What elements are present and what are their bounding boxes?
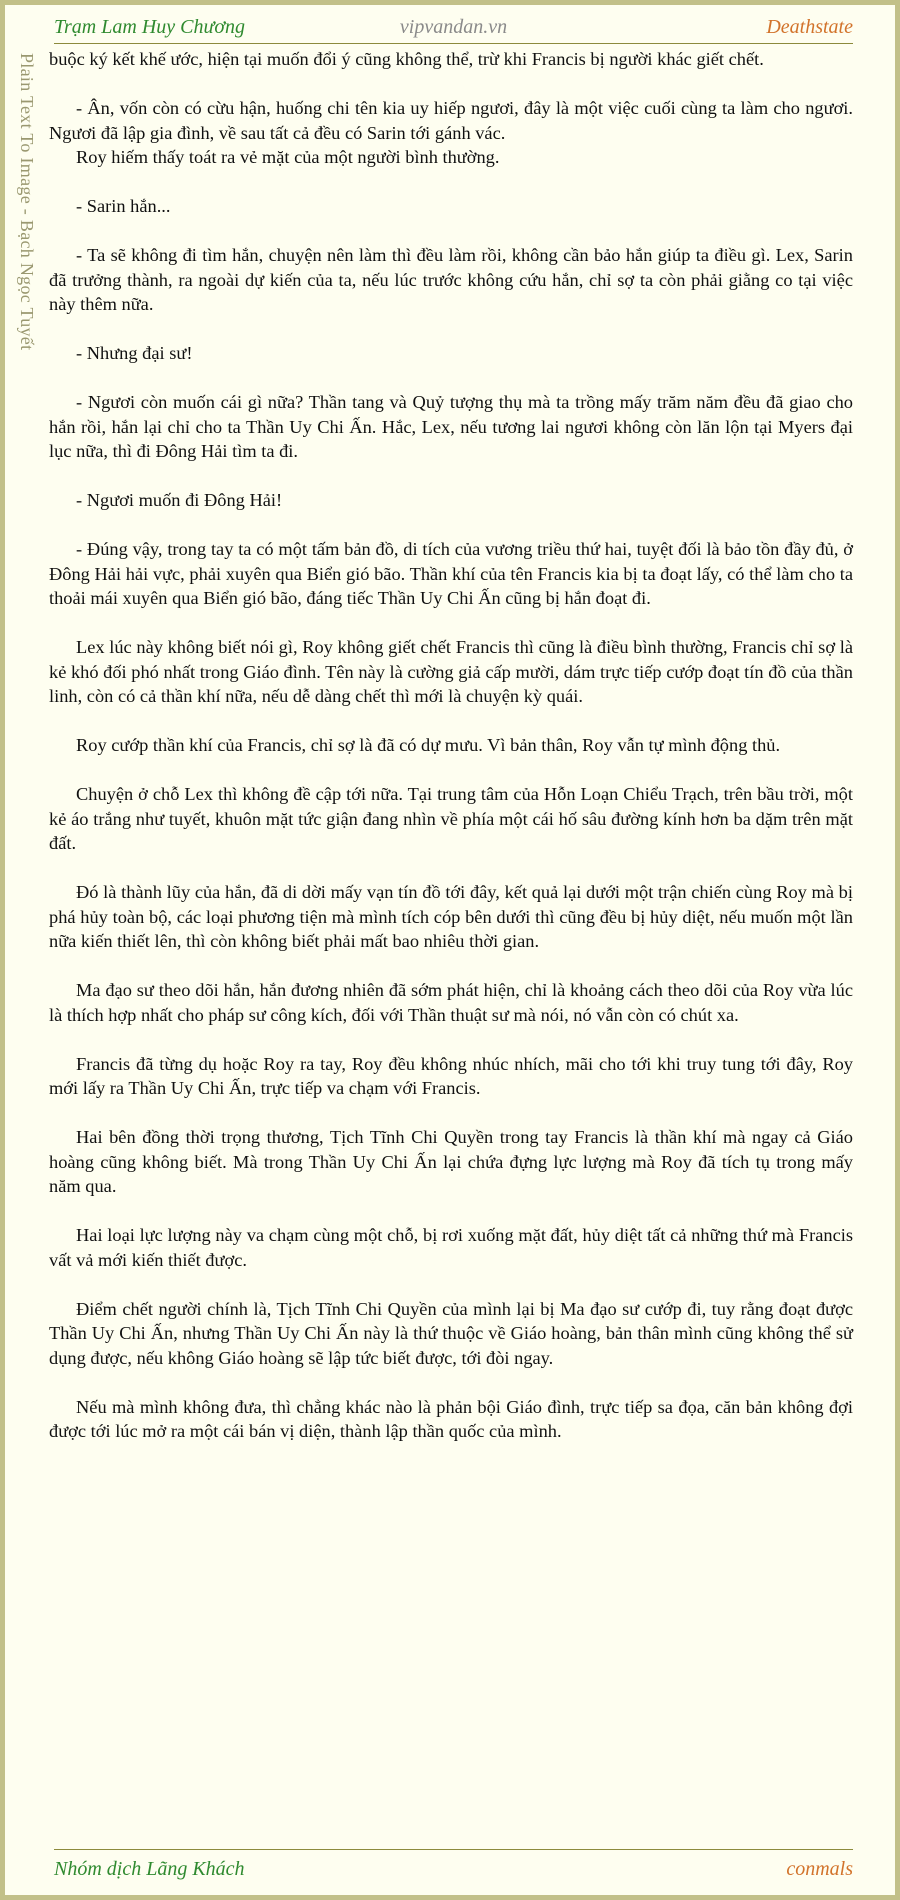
paragraph: Francis đã từng dụ hoặc Roy ra tay, Roy đều không nhúc nhích, mãi cho tới khi truy tung tới đây, Roy mới lấy ra Thần Uy Chi Ấn, trực tiếp va chạm với Francis.: [49, 1053, 853, 1098]
paragraph: Đó là thành lũy của hắn, đã di dời mấy vạn tín đồ tới đây, kết quả lại dưới một trận chiến cùng Roy mà bị phá hủy toàn bộ, các loại phương tiện mà mình tích cóp bên dưới thì cũng đều bị hủy diệt, nếu muốn một lần nữa kiến thiết lên, thì còn không biết phải mất bao nhiêu thời gian.: [49, 882, 853, 951]
page-header: [54, 11, 853, 44]
footer-translation-group: Nhóm dịch Lãng Khách: [54, 1858, 245, 1880]
side-watermark-text: Plain Text To Image - Bạch Ngọc Tuyết: [17, 53, 37, 351]
paragraph: - Đúng vậy, trong tay ta có một tấm bản đồ, di tích của vương triều thứ hai, tuyệt đối là bảo tồn đầy đủ, ở Đông Hải hải vực, phải xuyên qua Biển gió bão. Thần khí của tên Francis kia bị ta đoạt lấy, có thể làm cho ta thoải mái xuyên qua Biển gió bão, đáng tiếc Thần Uy Chi Ấn cũng bị hắn đoạt đi.: [49, 539, 853, 608]
paragraph: - Ta sẽ không đi tìm hắn, chuyện nên làm thì đều làm rồi, không cần bảo hắn giúp ta điều gì. Lex, Sarin đã trưởng thành, ra ngoài dự kiến của ta, nếu lúc trước không cứu hắn, chỉ sợ ta còn phải giằng co tại việc này thêm nữa.: [49, 245, 853, 314]
paragraph: buộc ký kết khế ước, hiện tại muốn đổi ý cũng không thể, trừ khi Francis bị người khác giết chết.: [49, 49, 764, 69]
paragraph: - Nhưng đại sư!: [76, 343, 193, 363]
paragraph: Hai bên đồng thời trọng thương, Tịch Tĩnh Chi Quyền trong tay Francis là thần khí mà ngay cả Giáo hoàng cũng không biết. Mà trong Thần Uy Chi Ấn lại chứa đựng lực lượng mà Roy đã tích tụ trong mấy năm qua.: [49, 1127, 853, 1196]
paragraph: Roy hiếm thấy toát ra vẻ mặt của một người bình thường.: [76, 147, 500, 167]
header-author: Deathstate: [766, 16, 853, 38]
paragraph: Chuyện ở chỗ Lex thì không đề cập tới nữa. Tại trung tâm của Hỗn Loạn Chiểu Trạch, trên bầu trời, một kẻ áo trắng như tuyết, khuôn mặt tức giận đang nhìn về phía một cái hố sâu đường kính hơn ba dặm trên mặt đất.: [49, 784, 853, 853]
paragraph: Lex lúc này không biết nói gì, Roy không giết chết Francis thì cũng là điều bình thường, Francis chỉ sợ là kẻ khó đối phó nhất trong Giáo đình. Tên này là cường giả cấp mười, dám trực tiếp cướp đoạt tín đồ của thần linh, còn có cả thần khí nữa, nếu dễ dàng chết thì mới là chuyện kỳ quái.: [49, 637, 853, 706]
paragraph: - Ân, vốn còn có cừu hận, huống chi tên kia uy hiếp ngươi, đây là một việc cuối cùng ta làm cho ngươi. Ngươi đã lập gia đình, về sau tất cả đều có Sarin tới gánh vác.: [49, 98, 853, 143]
paragraph: - Ngươi còn muốn cái gì nữa? Thần tang và Quỷ tượng thụ mà ta trồng mấy trăm năm đều đã giao cho hắn rồi, hắn lại chỉ cho ta Thần Uy Chi Ấn. Hắc, Lex, nếu tương lai ngươi không còn lăn lộn tại Myers đại lục nữa, thì đi Đông Hải tìm ta đi.: [49, 392, 853, 461]
paragraph: - Sarin hắn...: [76, 196, 171, 216]
paragraph: Hai loại lực lượng này va chạm cùng một chỗ, bị rơi xuống mặt đất, hủy diệt tất cả những thứ mà Francis vất vả mới kiến thiết được.: [49, 1225, 853, 1270]
chapter-text: [49, 47, 853, 1468]
paragraph: - Ngươi muốn đi Đông Hải!: [76, 490, 283, 510]
page-footer: [54, 1849, 853, 1886]
header-domain: vipvandan.vn: [399, 16, 508, 38]
paragraph: Điểm chết người chính là, Tịch Tĩnh Chi Quyền của mình lại bị Ma đạo sư cướp đi, tuy rằng đoạt được Thần Uy Chi Ấn, nhưng Thần Uy Chi Ấn này là thứ thuộc về Giáo hoàng, bản thân mình cũng không thể sử dụng được, nếu không Giáo hoàng sẽ lập tức biết được, tới đòi ngay.: [49, 1298, 853, 1368]
header-site-name: Trạm Lam Huy Chương: [54, 16, 246, 38]
footer-uploader: conmals: [786, 1858, 853, 1880]
paragraph: Roy cướp thần khí của Francis, chỉ sợ là đã có dự mưu. Vì bản thân, Roy vẫn tự mình động thủ.: [76, 735, 781, 755]
paragraph: Ma đạo sư theo dõi hắn, hắn đương nhiên đã sớm phát hiện, chỉ là khoảng cách theo dõi của Roy vừa lúc là thích hợp nhất cho pháp sư công kích, đối với Thần thuật sư mà nói, nó vẫn còn có chút xa.: [49, 980, 853, 1025]
page: [5, 5, 895, 1895]
paragraph: Nếu mà mình không đưa, thì chẳng khác nào là phản bội Giáo đình, trực tiếp sa đọa, căn bản không đợi được tới lúc mở ra một cái bán vị diện, thành lập thần quốc của mình.: [49, 1396, 853, 1441]
